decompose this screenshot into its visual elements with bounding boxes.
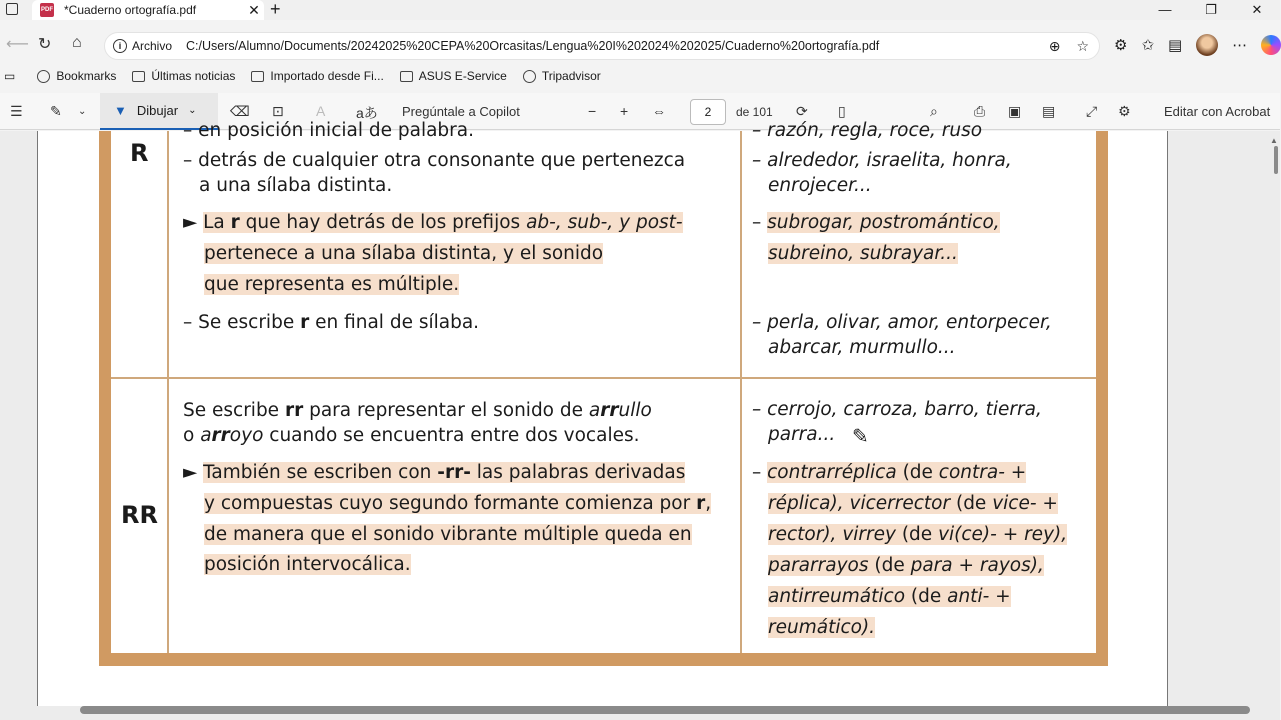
column-divider-left bbox=[167, 131, 169, 653]
fullscreen-icon[interactable]: ⤢ bbox=[1086, 103, 1098, 119]
fit-width-icon[interactable]: ⇔ bbox=[652, 103, 666, 119]
more-options-icon[interactable]: ⋯ bbox=[1232, 37, 1248, 54]
new-tab-button[interactable]: + bbox=[270, 0, 281, 19]
restore-button[interactable]: ❐ bbox=[1205, 2, 1217, 17]
letter-r-heading: R bbox=[130, 139, 149, 167]
highlight-icon[interactable]: ✎ bbox=[50, 103, 62, 119]
rule-text: Se escribe rr para representar el sonido de arrullo bbox=[183, 400, 652, 421]
rule-text-highlighted: de manera que el sonido vibrante múltiple queda en bbox=[204, 524, 692, 545]
bookmark-item-tripadvisor[interactable]: Tripadvisor bbox=[523, 69, 601, 83]
globe-icon bbox=[37, 70, 50, 83]
chevron-down-icon[interactable]: ⌄ bbox=[78, 106, 87, 117]
address-scheme-label: Archivo bbox=[132, 39, 173, 53]
read-aloud-icon[interactable]: aあ bbox=[356, 105, 378, 121]
example-text: – perla, olivar, amor, entorpecer, bbox=[752, 312, 1052, 333]
example-text: abarcar, murmullo... bbox=[768, 337, 956, 358]
rule-text: – en posición inicial de palabra. bbox=[183, 120, 474, 141]
rule-text-highlighted: ► También se escriben con -rr- las palabras derivadas bbox=[183, 462, 686, 483]
scroll-up-arrow-icon[interactable]: ▲ bbox=[1270, 136, 1278, 145]
tab-cuaderno[interactable] bbox=[32, 0, 264, 20]
chevron-down-icon[interactable]: ⌄ bbox=[188, 105, 197, 116]
text-format-icon: A bbox=[316, 103, 326, 119]
bookmarks-bar bbox=[0, 66, 1280, 86]
favorite-star-icon[interactable]: ☆ bbox=[1076, 37, 1089, 54]
home-icon[interactable]: ⌂ bbox=[72, 34, 82, 51]
page-view-icon[interactable]: ▯ bbox=[838, 103, 846, 119]
tab-title: *Cuaderno ortografía.pdf bbox=[64, 3, 197, 17]
example-text-highlighted: – subrogar, postromántico, bbox=[752, 212, 1000, 233]
zoom-icon[interactable]: ⊕ bbox=[1048, 37, 1061, 54]
rotate-icon[interactable]: ⟳ bbox=[796, 103, 808, 119]
apps-grid-icon[interactable]: ▭ bbox=[4, 69, 16, 83]
rule-text: o arroyo cuando se encuentra entre dos vocales. bbox=[183, 425, 640, 446]
draw-label: Dibujar bbox=[136, 103, 179, 118]
example-text-highlighted: reumático). bbox=[768, 617, 876, 638]
collections-icon[interactable]: ▤ bbox=[1168, 37, 1183, 54]
extensions-icon[interactable]: ⚙ bbox=[1114, 37, 1128, 54]
pdf-viewer[interactable] bbox=[0, 120, 1280, 720]
example-text-highlighted: antirreumático (de anti- + bbox=[768, 586, 1011, 607]
letter-rr-heading: RR bbox=[121, 501, 158, 529]
example-text-highlighted: rector), virrey (de vi(ce)- + rey), bbox=[768, 524, 1068, 545]
contents-list-icon[interactable]: ☰ bbox=[10, 103, 23, 119]
pdf-file-icon: PDF bbox=[40, 3, 54, 17]
rule-text-highlighted: y compuestas cuyo segundo formante comienza por r, bbox=[204, 493, 712, 514]
save-icon[interactable]: ▣ bbox=[1008, 103, 1022, 119]
zoom-in-icon[interactable]: + bbox=[620, 103, 629, 119]
copilot-button[interactable]: Pregúntale a Copilot bbox=[402, 104, 520, 119]
info-icon[interactable]: i bbox=[113, 39, 127, 53]
globe-icon bbox=[523, 70, 536, 83]
arrow-bullet-icon: ► bbox=[183, 212, 198, 233]
print-icon[interactable]: ⎙ bbox=[974, 103, 986, 119]
example-text-highlighted: pararrayos (de para + rayos), bbox=[768, 555, 1044, 576]
minimize-button[interactable]: — bbox=[1158, 2, 1172, 17]
folder-icon bbox=[400, 71, 413, 82]
close-window-button[interactable]: ✕ bbox=[1251, 2, 1263, 17]
horizontal-scrollbar-thumb[interactable] bbox=[80, 706, 1250, 714]
rule-text-highlighted: pertenece a una sílaba distinta, y el sonido bbox=[204, 243, 604, 264]
rule-text-highlighted: que representa es múltiple. bbox=[204, 274, 460, 295]
rule-text-highlighted: posición intervocálica. bbox=[204, 554, 411, 575]
rule-text: a una sílaba distinta. bbox=[199, 175, 393, 196]
save-as-icon[interactable]: ▤ bbox=[1042, 103, 1056, 119]
example-text-highlighted: subreino, subrayar... bbox=[768, 243, 958, 264]
example-text-highlighted: – contrarréplica (de contra- + bbox=[752, 462, 1027, 483]
rule-text: – Se escribe r en final de sílaba. bbox=[183, 312, 480, 333]
folder-icon bbox=[132, 71, 145, 82]
vertical-scrollbar-thumb[interactable] bbox=[1274, 146, 1278, 174]
rule-text-highlighted: ► La r que hay detrás de los prefijos ab-, sub-, y post- bbox=[183, 212, 683, 233]
avatar[interactable] bbox=[1196, 34, 1218, 56]
edit-acrobat-button[interactable]: Editar con Acrobat bbox=[1164, 104, 1271, 119]
back-arrow-icon[interactable]: ⟵ bbox=[6, 36, 29, 53]
example-text: enrojecer... bbox=[768, 175, 872, 196]
example-text: parra... bbox=[768, 424, 836, 445]
navigation-bar bbox=[0, 28, 1280, 62]
bookmark-item-bookmarks[interactable]: Bookmarks bbox=[37, 69, 116, 83]
title-bar bbox=[0, 0, 1280, 20]
address-bar[interactable] bbox=[104, 32, 1100, 60]
zoom-out-icon[interactable]: − bbox=[588, 103, 597, 119]
bookmark-item-ultimas-noticias[interactable]: Últimas noticias bbox=[132, 69, 235, 83]
close-tab-icon[interactable]: ✕ bbox=[248, 1, 260, 18]
row-divider bbox=[111, 377, 1096, 379]
pencil-cursor-icon: ✎ bbox=[852, 426, 869, 448]
bookmark-item-asus[interactable]: ASUS E-Service bbox=[400, 69, 507, 83]
search-icon[interactable]: ⌕ bbox=[930, 103, 938, 119]
window-controls bbox=[1142, 0, 1280, 20]
page-number-input[interactable]: 2 bbox=[690, 99, 726, 125]
eraser-icon[interactable]: ⌫ bbox=[230, 103, 250, 119]
text-box-icon[interactable]: ⊡ bbox=[272, 103, 284, 119]
url-text[interactable]: C:/Users/Alumno/Documents/20242025%20CEPA%20Orcasitas/Lengua%20I%202024%202025/Cuaderno%20ortografía.pdf bbox=[186, 39, 880, 53]
example-text-highlighted: réplica), vicerrector (de vice- + bbox=[768, 493, 1058, 514]
refresh-icon[interactable]: ↻ bbox=[38, 36, 52, 53]
page-total: de 101 bbox=[736, 105, 773, 119]
copilot-icon[interactable] bbox=[1261, 35, 1281, 55]
example-text: – alrededor, israelita, honra, bbox=[752, 150, 1012, 171]
bookmark-item-importado[interactable]: Importado desde Fi... bbox=[251, 69, 383, 83]
example-text: – cerrojo, carroza, barro, tierra, bbox=[752, 399, 1042, 420]
tab-actions-icon[interactable] bbox=[6, 3, 18, 15]
arrow-bullet-icon: ► bbox=[183, 462, 198, 483]
folder-icon bbox=[251, 71, 264, 82]
rule-text: – detrás de cualquier otra consonante que pertenezca bbox=[183, 150, 686, 171]
favorites-icon[interactable]: ✩ bbox=[1141, 37, 1155, 54]
draw-pen-icon: ▼ bbox=[114, 103, 127, 118]
example-text: – razón, regla, roce, ruso bbox=[752, 120, 983, 141]
column-divider-right bbox=[740, 131, 742, 653]
settings-gear-icon[interactable]: ⚙ bbox=[1118, 103, 1131, 119]
